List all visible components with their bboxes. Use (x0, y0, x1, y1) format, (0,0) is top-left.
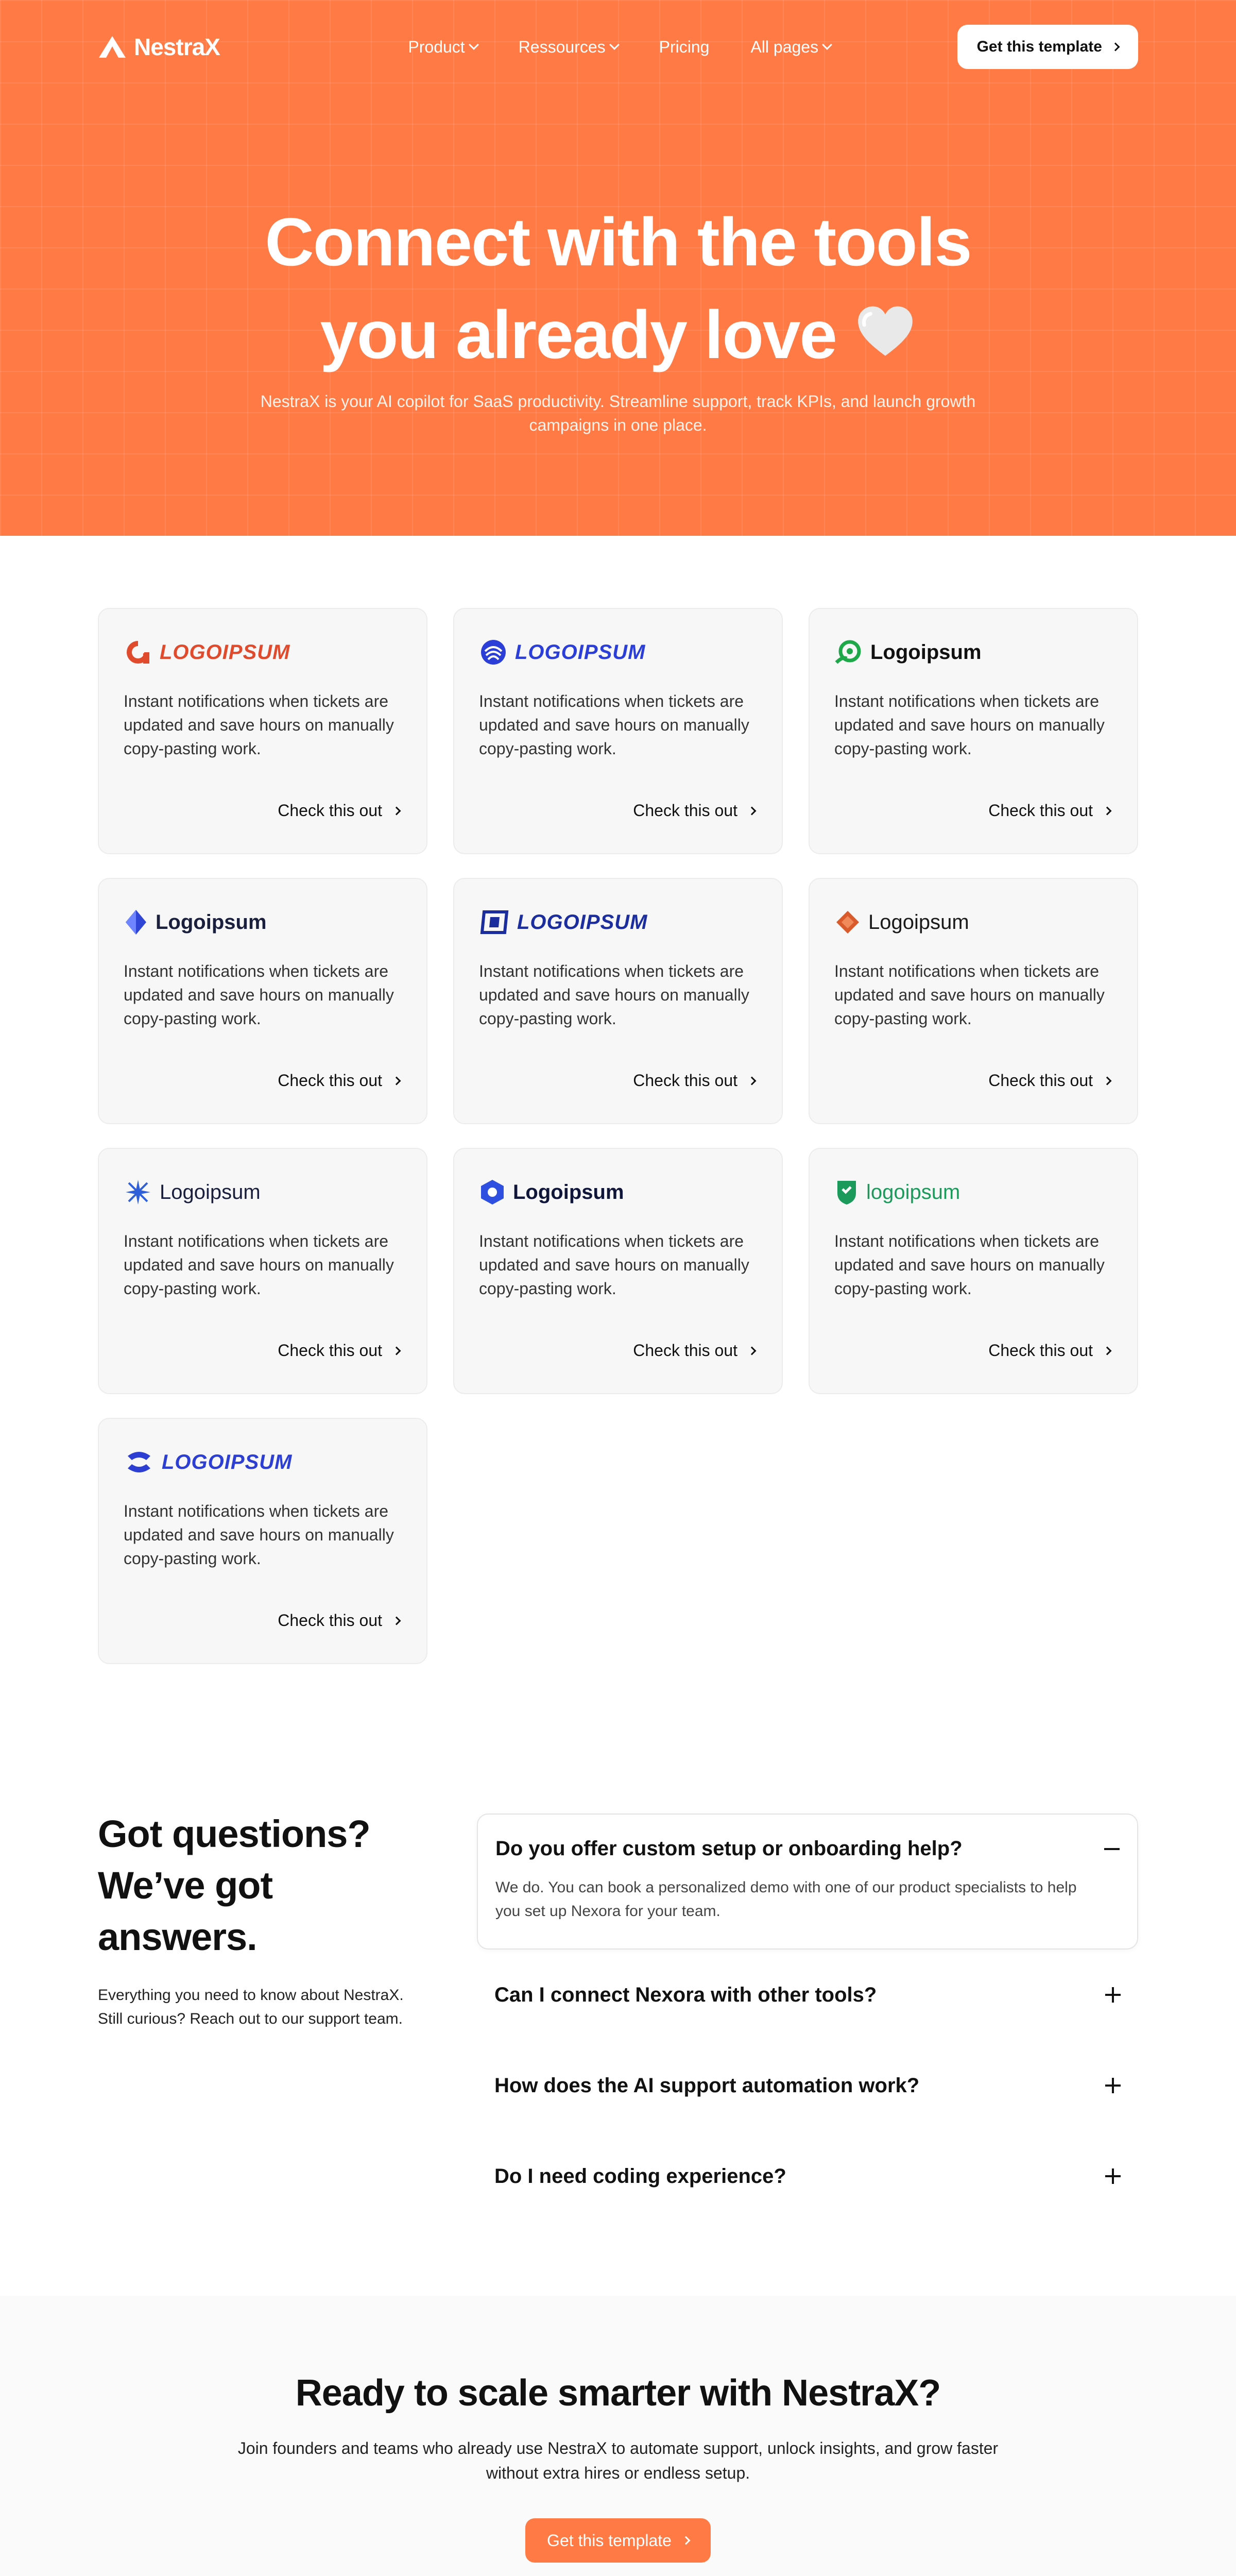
chevron-right-icon (392, 806, 401, 815)
chevron-right-icon (392, 1346, 401, 1355)
top-nav (98, 25, 1138, 69)
check-this-out-link[interactable] (988, 1071, 1110, 1090)
hero-title-line2: you already love (320, 297, 836, 372)
get-template-label: Get this template (976, 38, 1102, 55)
hero-title (0, 196, 1236, 381)
integration-logo-text: LOGOIPSUM (517, 910, 648, 934)
integration-description: Instant notifications when tickets are updated and save hours on manually copy-pasting work. (834, 1232, 1105, 1298)
chevron-right-icon (392, 1076, 401, 1085)
faq-item[interactable] (477, 2040, 1138, 2131)
check-this-out-link[interactable] (278, 1341, 400, 1360)
check-this-out-link[interactable] (633, 1071, 755, 1090)
integration-description: Instant notifications when tickets are updated and save hours on manually copy-pasting work. (834, 962, 1105, 1028)
check-this-out-link[interactable] (278, 801, 400, 820)
rhombus-logo-icon (834, 909, 861, 936)
chevron-down-icon (609, 40, 620, 50)
faq-question: How does the AI support automation work? (494, 2074, 920, 2097)
integration-logo-text: Logoipsum (870, 640, 982, 664)
check-this-out-label: Check this out (278, 1341, 382, 1360)
nav-all-pages[interactable] (750, 38, 831, 57)
heart-icon (854, 301, 916, 363)
check-this-out-label: Check this out (988, 1341, 1093, 1360)
shield-logo-icon (834, 1178, 859, 1207)
nav-product-label: Product (408, 37, 465, 56)
chevron-right-icon (1103, 1346, 1112, 1355)
integration-logo-text: LOGOIPSUM (160, 640, 290, 664)
integration-logo (124, 636, 402, 669)
integration-description: Instant notifications when tickets are updated and save hours on manually copy-pasting work. (124, 692, 394, 758)
leaf-logo-icon (834, 638, 863, 667)
check-this-out-label: Check this out (633, 1071, 737, 1090)
chevron-right-icon (1103, 1076, 1112, 1085)
faq-intro-text: Everything you need to know about NestraX. Still curious? Reach out to our support team. (98, 1987, 404, 2027)
check-this-out-label: Check this out (278, 801, 382, 820)
chevron-right-icon (748, 1346, 757, 1355)
integration-logo-text: Logoipsum (513, 1180, 624, 1204)
swirl-logo-icon (479, 638, 508, 667)
chevron-right-icon (748, 806, 757, 815)
check-this-out-label: Check this out (278, 1071, 382, 1090)
ring-logo-icon (124, 638, 152, 667)
get-template-button[interactable] (957, 25, 1138, 69)
check-this-out-link[interactable] (633, 1341, 755, 1360)
twist-logo-icon (124, 1448, 154, 1477)
chevron-down-icon (822, 40, 832, 50)
integration-logo (124, 906, 402, 939)
integration-logo (479, 1176, 757, 1209)
chevron-right-icon (392, 1616, 401, 1625)
nav-pricing-label: Pricing (659, 37, 710, 56)
chevron-right-icon (748, 1076, 757, 1085)
integration-logo (479, 636, 757, 669)
integration-logo (834, 636, 1112, 669)
integration-card (809, 878, 1138, 1124)
integration-description: Instant notifications when tickets are updated and save hours on manually copy-pasting work. (479, 962, 749, 1028)
integration-description: Instant notifications when tickets are updated and save hours on manually copy-pasting work. (834, 692, 1105, 758)
check-this-out-label: Check this out (988, 1071, 1093, 1090)
faq-item[interactable] (477, 1950, 1138, 2040)
integration-logo (124, 1176, 402, 1209)
hexagon-logo-icon (479, 1178, 506, 1207)
check-this-out-label: Check this out (633, 1341, 737, 1360)
integration-description: Instant notifications when tickets are updated and save hours on manually copy-pasting work. (124, 962, 394, 1028)
nav-links (408, 38, 831, 57)
bracket-logo-icon (479, 908, 510, 937)
integration-card (98, 608, 427, 854)
integration-logo-text: logoipsum (866, 1180, 960, 1204)
faq-title: Got questions? We’ve got answers. (98, 1812, 370, 1958)
integration-logo-text: Logoipsum (156, 910, 267, 934)
integration-description: Instant notifications when tickets are updated and save hours on manually copy-pasting work. (479, 692, 749, 758)
nestrax-logo-icon (98, 35, 127, 59)
faq-question: Can I connect Nexora with other tools? (494, 1983, 877, 2006)
check-this-out-link[interactable] (278, 1611, 400, 1630)
check-this-out-label: Check this out (278, 1611, 382, 1630)
nav-ressources[interactable] (519, 38, 618, 57)
hero-subtitle: NestraX is your AI copilot for SaaS productivity. Streamline support, track KPIs, and launch growth campaigns in one place. (260, 392, 976, 434)
integration-logo-text: LOGOIPSUM (162, 1450, 293, 1473)
integration-card (98, 1418, 427, 1664)
expand-icon[interactable] (1105, 2168, 1121, 2184)
check-this-out-link[interactable] (278, 1071, 400, 1090)
faq-list (477, 1814, 1138, 2222)
integration-card (453, 878, 783, 1124)
integration-logo-text: Logoipsum (160, 1180, 261, 1204)
collapse-icon[interactable] (1104, 1848, 1120, 1850)
nav-pricing[interactable] (659, 38, 710, 57)
check-this-out-label: Check this out (988, 801, 1093, 820)
check-this-out-link[interactable] (988, 1341, 1110, 1360)
chevron-right-icon (681, 2536, 690, 2545)
faq-intro (98, 1808, 427, 2031)
nav-ressources-label: Ressources (518, 37, 606, 56)
cta-section (0, 2296, 1236, 2576)
faq-question: Do I need coding experience? (494, 2164, 786, 2188)
cta-get-template-button[interactable] (525, 2518, 711, 2563)
cta-button-label: Get this template (547, 2531, 672, 2550)
nav-all-pages-label: All pages (750, 37, 819, 56)
integration-description: Instant notifications when tickets are updated and save hours on manually copy-pasting work. (479, 1232, 749, 1298)
hero-title-line1: Connect with the tools (265, 204, 971, 280)
faq-item-open[interactable] (477, 1814, 1138, 1950)
integration-logo-text: LOGOIPSUM (515, 640, 646, 664)
integration-card (809, 1148, 1138, 1394)
check-this-out-link[interactable] (633, 801, 755, 820)
integration-card (453, 608, 783, 854)
cta-title: Ready to scale smarter with NestraX? (295, 2372, 941, 2414)
hero-section (0, 0, 1236, 536)
integration-logo-text: Logoipsum (868, 910, 969, 934)
sparkle-logo-icon (124, 1178, 152, 1207)
check-this-out-link[interactable] (988, 801, 1110, 820)
brand-logo[interactable] (98, 33, 220, 61)
brand-name: NestraX (134, 33, 220, 60)
integration-logo (834, 906, 1112, 939)
chevron-right-icon (1111, 43, 1120, 52)
diamond-logo-icon (124, 908, 148, 937)
integration-card (98, 1148, 427, 1394)
chevron-down-icon (469, 40, 479, 50)
cta-subtitle: Join founders and teams who already use NestraX to automate support, unlock insights, and grow faster without extra hires or endless setup. (237, 2439, 999, 2482)
integration-card (809, 608, 1138, 854)
check-this-out-label: Check this out (633, 801, 737, 820)
expand-icon[interactable] (1105, 1987, 1121, 2003)
integration-logo (479, 906, 757, 939)
integrations-grid (98, 608, 1138, 1664)
integration-logo (834, 1176, 1112, 1209)
nav-product[interactable] (408, 38, 477, 57)
chevron-right-icon (1103, 806, 1112, 815)
expand-icon[interactable] (1105, 2078, 1121, 2093)
faq-answer: We do. You can book a personalized demo with one of our product specialists to help you set up Nexora for your team. (495, 1879, 1077, 1920)
faq-item[interactable] (477, 2131, 1138, 2222)
integration-logo (124, 1446, 402, 1479)
faq-question: Do you offer custom setup or onboarding help? (495, 1837, 963, 1860)
integration-card (98, 878, 427, 1124)
integration-description: Instant notifications when tickets are updated and save hours on manually copy-pasting work. (124, 1232, 394, 1298)
integration-description: Instant notifications when tickets are updated and save hours on manually copy-pasting work. (124, 1502, 394, 1568)
integration-card (453, 1148, 783, 1394)
